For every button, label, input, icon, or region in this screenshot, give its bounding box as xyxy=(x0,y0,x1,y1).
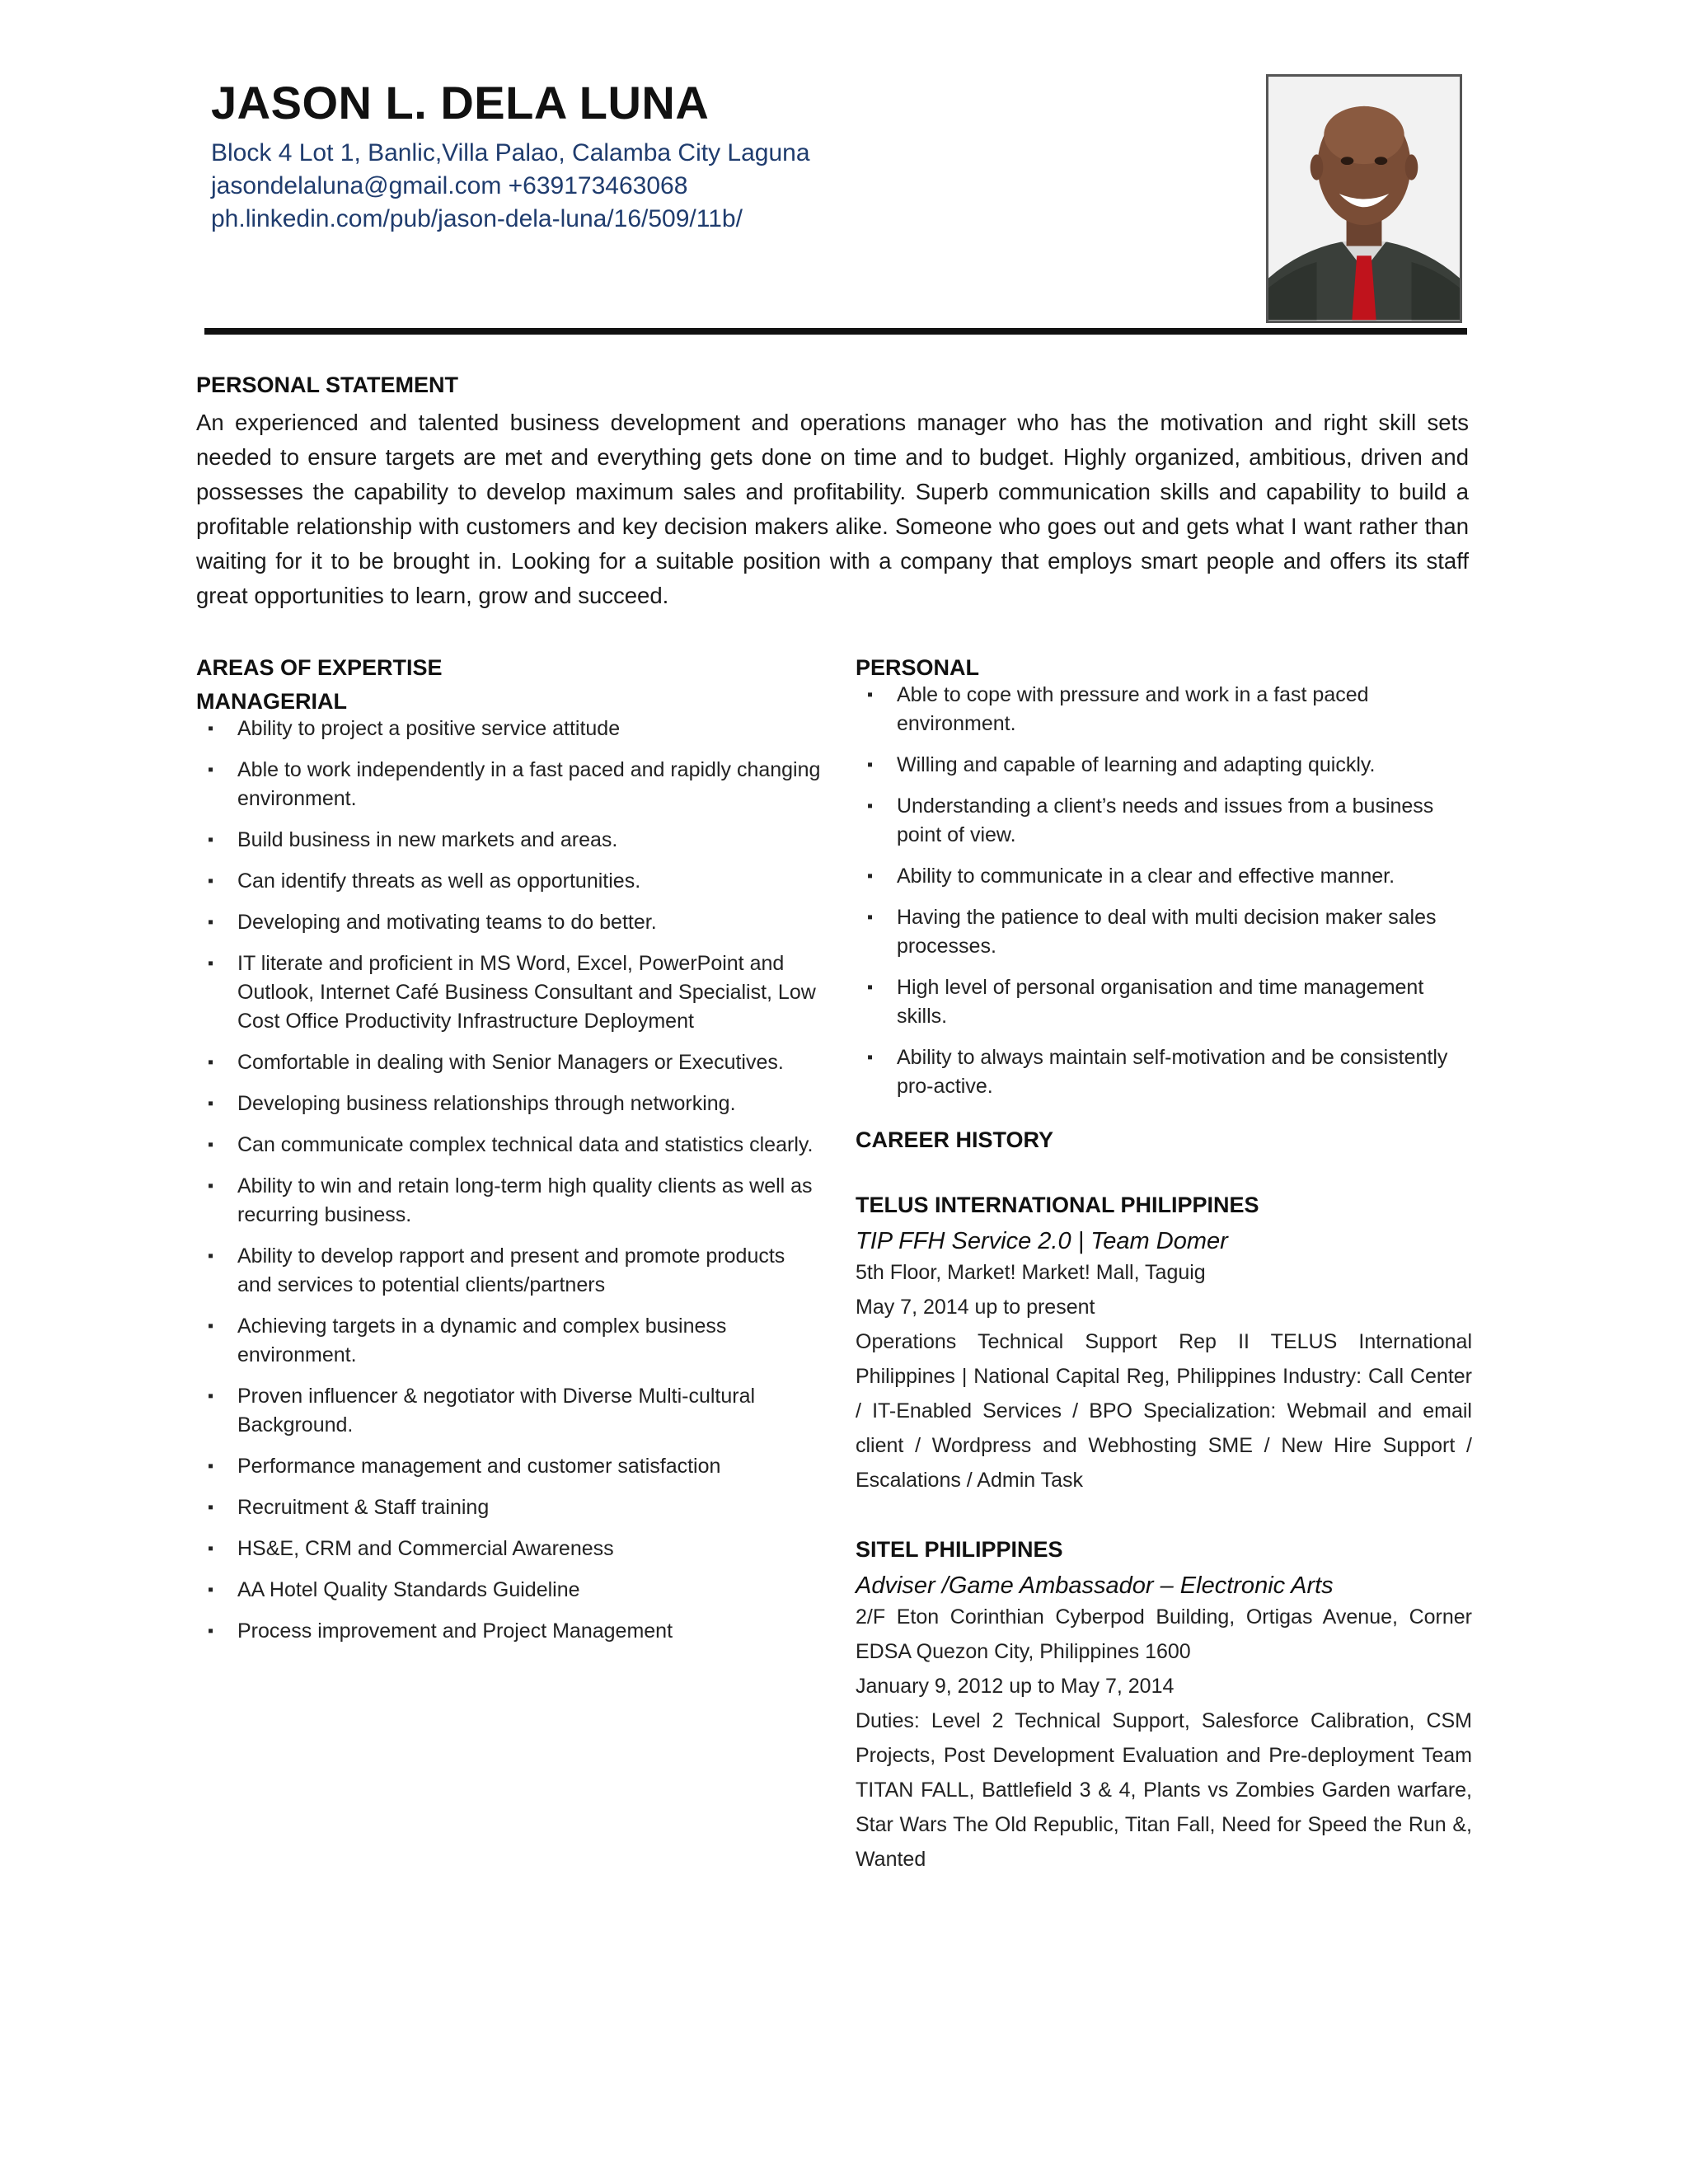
list-item: ▪ HS&E, CRM and Commercial Awareness xyxy=(196,1535,823,1563)
list-item: ▪ Can communicate complex technical data and statistics clearly. xyxy=(196,1131,823,1160)
expertise-heading: AREAS OF EXPERTISE xyxy=(196,655,443,680)
list-item: ▪ Ability to communicate in a clear and effective manner. xyxy=(856,862,1472,891)
job-title: TIP FFH Service 2.0 | Team Domer xyxy=(856,1228,1228,1254)
list-item: ▪ Having the patience to deal with multi decision maker sales processes. xyxy=(856,903,1472,961)
list-item: ▪ Proven influencer & negotiator with Diverse Multi-cultural Background. xyxy=(196,1382,823,1440)
personal-heading: PERSONAL xyxy=(856,655,980,680)
job-entry-telus xyxy=(856,1193,1472,1497)
managerial-subheading: MANAGERIAL xyxy=(196,689,347,714)
job-location: 5th Floor, Market! Market! Mall, Taguig xyxy=(856,1261,1206,1284)
job-title: Adviser /Game Ambassador – Electronic Arts xyxy=(856,1572,1334,1599)
list-item: ▪ Performance management and customer satisfaction xyxy=(196,1452,823,1481)
list-item: ▪ Recruitment & Staff training xyxy=(196,1493,823,1522)
list-item: ▪ Understanding a client’s needs and issues from a business point of view. xyxy=(856,792,1472,850)
address-line: Block 4 Lot 1, Banlic,Villa Palao, Calamba City Laguna xyxy=(211,139,810,166)
list-item: ▪ Build business in new markets and areas. xyxy=(196,826,823,855)
job-details: Operations Technical Support Rep II TELUS International Philippines | National Capital Reg, Philippines Industry: Call Center / IT-Enabled Services / BPO Specialization: Webmail and email client / Wordpress and Webhosting SME / New Hire Support / Escalations / Admin Task xyxy=(856,1330,1472,1492)
list-item: ▪ High level of personal organisation and time management skills. xyxy=(856,973,1472,1031)
profile-photo xyxy=(1266,74,1462,323)
personal-statement-heading: PERSONAL STATEMENT xyxy=(196,373,459,397)
header-divider xyxy=(204,328,1467,335)
list-item: ▪ Developing and motivating teams to do better. xyxy=(196,908,823,937)
list-item: ▪ AA Hotel Quality Standards Guideline xyxy=(196,1576,823,1605)
job-dates: January 9, 2012 up to May 7, 2014 xyxy=(856,1675,1175,1698)
personal-career-column xyxy=(856,655,1472,1877)
expertise-list xyxy=(196,715,823,1646)
job-dates: May 7, 2014 up to present xyxy=(856,1296,1095,1319)
list-item: ▪ Can identify threats as well as opportunities. xyxy=(196,867,823,896)
job-details: Duties: Level 2 Technical Support, Salesforce Calibration, CSM Projects, Post Development Evaluation and Pre-deployment Team TITAN FALL, Battlefield 3 & 4, Plants vs Zombies Garden warfare, Star Wars The Old Republic, Titan Fall, Need for Speed the Run &, Wanted xyxy=(856,1709,1472,1871)
personal-statement-text: An experienced and talented business development and operations manager who has the motivation and right skill sets needed to ensure targets are met and everything gets done on time and to budget. Highly organized, ambitious, driven and possesses the capability to develop maximum sales and profitability. Superb communication skills and capability to build a profitable relationship with customers and key decision makers alike. Someone who goes out and gets what I want rather than waiting for it to be brought in. Looking for a suitable position with a company that employs smart people and offers its staff great opportunities to learn, grow and succeed. xyxy=(196,410,1469,608)
list-item: ▪ Able to cope with pressure and work in a fast paced environment. xyxy=(856,681,1472,738)
list-item: ▪ Ability to always maintain self-motivation and be consistently pro-active. xyxy=(856,1043,1472,1101)
personal-list xyxy=(856,681,1472,1101)
job-entry-sitel xyxy=(856,1537,1472,1877)
list-item: ▪ Developing business relationships through networking. xyxy=(196,1090,823,1118)
list-item: ▪ Ability to develop rapport and present and promote products and services to potential clients/partners xyxy=(196,1242,823,1300)
list-item: ▪ Process improvement and Project Management xyxy=(196,1617,823,1646)
list-item: ▪ Ability to project a positive service attitude xyxy=(196,715,823,743)
list-item: ▪ Comfortable in dealing with Senior Managers or Executives. xyxy=(196,1048,823,1077)
contact-block xyxy=(211,137,810,236)
list-item: ▪ Able to work independently in a fast paced and rapidly changing environment. xyxy=(196,756,823,813)
job-location: 2/F Eton Corinthian Cyberpod Building, Ortigas Avenue, Corner EDSA Quezon City, Philippines 1600 xyxy=(856,1605,1472,1663)
linkedin-link[interactable]: ph.linkedin.com/pub/jason-dela-luna/16/509/11b/ xyxy=(211,205,743,232)
list-item: ▪ Achieving targets in a dynamic and complex business environment. xyxy=(196,1312,823,1370)
employer-name: TELUS INTERNATIONAL PHILIPPINES xyxy=(856,1193,1259,1217)
list-item: ▪ Ability to win and retain long-term high quality clients as well as recurring business. xyxy=(196,1172,823,1230)
list-item: ▪ Willing and capable of learning and adapting quickly. xyxy=(856,751,1472,780)
list-item: ▪ IT literate and proficient in MS Word, Excel, PowerPoint and Outlook, Internet Café Business Consultant and Specialist, Low Cost Office Productivity Infrastructure Deployment xyxy=(196,949,823,1036)
expertise-column xyxy=(196,655,823,1658)
candidate-name: JASON L. DELA LUNA xyxy=(211,77,710,129)
email-phone-line: jasondelaluna@gmail.com +639173463068 xyxy=(211,172,688,199)
career-history-heading: CAREER HISTORY xyxy=(856,1127,1054,1152)
employer-name: SITEL PHILIPPINES xyxy=(856,1537,1063,1562)
